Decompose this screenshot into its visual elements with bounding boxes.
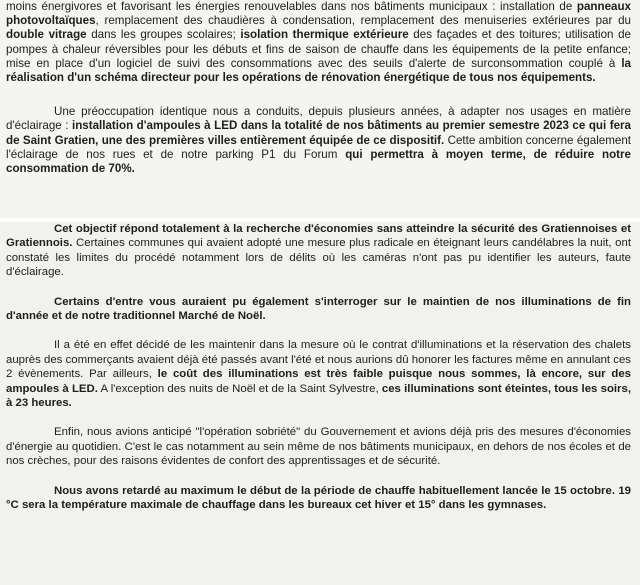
paragraph-illuminations-question [6,295,631,324]
top-text-section [0,0,640,218]
paragraph-sobriety [6,425,631,468]
bold-text-segment: installation d'ampoules à LED dans la totalité de nos bâtiments au premier semestre 2023 ce qui fera de Saint Gratien, une des premières villes entièrement équipée de ce dispositif. [6,119,631,147]
bold-text-segment: qui permettra à moyen terme, de réduire notre consommation de 70%. [6,147,631,176]
bold-text-segment: ces illuminations sont éteintes, tous les soirs, à 23 heures. [6,382,631,410]
bold-text-segment: double vitrage [6,28,87,42]
text-segment: Certaines communes qui avaient adopté une mesure plus radicale en éteignant leurs candélabres la nuit, ont constaté les limites du procédé notamment lors de délits où les caméras n'ont pas pu identifier les auteurs, faute d'éclairage. [6,237,631,279]
bold-text-segment: le coût des illuminations est très faible puisque nous sommes, là encore, sur des ampoules à LED. [6,368,632,395]
bold-text-segment: isolation thermique extérieure [240,28,409,42]
bold-text-segment: Cet objectif répond totalement à la recherche d'économies sans atteindre la sécurité des Gratiennoises et Gratiennois. [6,223,631,250]
bold-text-segment: Certains d'entre vous auraient pu également s'interroger sur le maintien de nos illuminations de fin d'année et de notre traditionnel Marché de Noël. [6,295,631,323]
text-segment: moins énergivores et favorisant les énergies renouvelables dans nos bâtiments municipaux : installation de [6,0,577,13]
bold-text-segment: Nous avons retardé au maximum le début de la période de chauffe habituellement lancée le 15 octobre. 19 °C sera la température maximale de chauffage dans les bureaux cet hiver et 15° dans les gymnases. [6,484,631,512]
paragraph-security [6,222,631,280]
bold-text-segment: panneaux photovoltaïques [6,0,631,28]
paragraph-led-lighting [6,105,631,176]
paragraph-energy-renovation [6,0,631,85]
text-segment: Enfin, nous avions anticipé "l'opération sobriété" du Gouvernement et avions déjà pris des mesures d'économies d'énergie au quotidien. C'est le cas notamment au sein même de nos bâtiments municipaux, en dehors de nos écoles et de nos crèches, pour des raisons évidentes de confort des apprentissages et de sécurité. [6,426,631,468]
text-segment: , remplacement des chaudières à condensation, remplacement des menuiseries extérieures par du [95,14,631,28]
bottom-text-section [0,222,640,585]
text-segment: Une préoccupation identique nous a conduits, depuis plusieurs années, à adapter nos usages en matière d'éclairage : [6,105,631,133]
bold-text-segment: la réalisation d'un schéma directeur pour les opérations de rénovation énergétique de tous nos équipements. [6,56,631,85]
text-segment: Il a été en effet décidé de les maintenir dans la mesure où le contrat d'illuminations et la réservation des chalets auprès des commerçants avaient déjà été passés avant l'été et nous aurions dû honorer les factures même en annulant ces 2 évènements. Par ailleurs, [6,339,631,381]
text-segment: des façades et des toitures; utilisation de pompes à chaleur réversibles pour les débuts et fins de saison de chauffe dans les équipements de la petite enfance; mise en place d'un logiciel de suivi des consommations avec des seuils d'alerte de surconsommation couplé à [6,28,631,70]
paragraph-illuminations-decision [6,338,631,410]
paragraph-heating [6,484,631,513]
text-segment: dans les groupes scolaires; [86,28,241,42]
text-segment: Cette ambition concerne également l'éclairage de nos rues et de notre parking P1 du Forum [6,133,631,161]
text-segment: A l'exception des nuits de Noël et de la Saint Sylvestre, [97,382,382,395]
